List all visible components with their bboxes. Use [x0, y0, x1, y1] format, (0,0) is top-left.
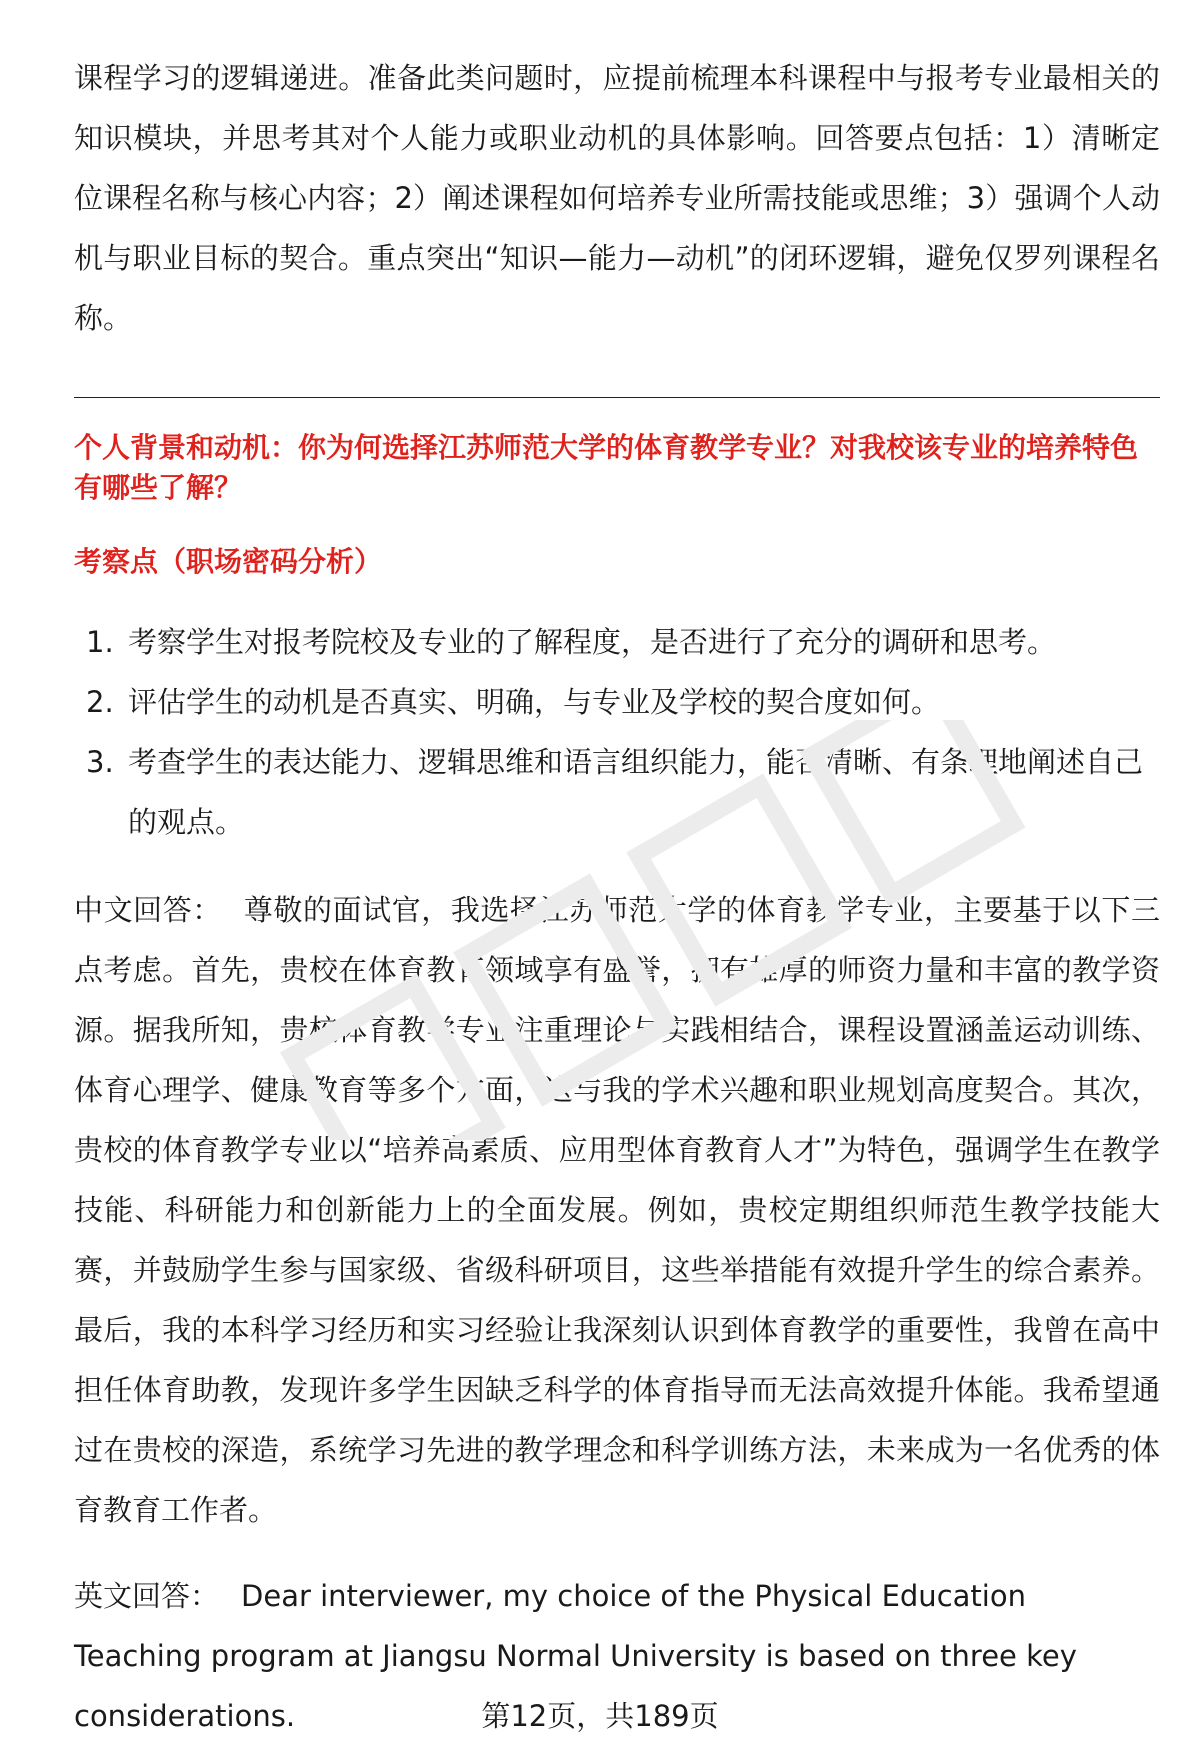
chinese-answer-label: 中文回答：	[74, 893, 222, 927]
list-item	[74, 612, 1160, 672]
list-item-text: 评估学生的动机是否真实、明确，与专业及学校的契合度如何。	[128, 685, 941, 719]
assessment-points-list	[74, 612, 1160, 852]
page-footer: 第12页，共189页	[481, 1699, 719, 1733]
list-item	[74, 732, 1160, 852]
section-divider	[74, 397, 1160, 398]
chinese-answer	[74, 880, 1160, 1540]
question-title: 个人背景和动机：你为何选择江苏师范大学的体育教学专业？对我校该专业的培养特色有哪些了解？	[74, 431, 1139, 504]
list-item-number: 2.	[86, 685, 114, 719]
section-title: 考察点（职场密码分析）	[74, 545, 383, 578]
list-item-text: 考查学生的表达能力、逻辑思维和语言组织能力，能否清晰、有条理地阐述自己的观点。	[128, 745, 1144, 839]
english-answer-label: 英文回答：	[74, 1579, 220, 1613]
intro-paragraph: 课程学习的逻辑递进。准备此类问题时，应提前梳理本科课程中与报考专业最相关的知识模块，并思考其对个人能力或职业动机的具体影响。回答要点包括：1）清晰定位课程名称与核心内容；2）阐述课程如何培养专业所需技能或思维；3）强调个人动机与职业目标的契合。重点突出“知识—能力—动机”的闭环逻辑，避免仅罗列课程名称。	[74, 61, 1160, 335]
list-item-number: 1.	[86, 625, 114, 659]
english-answer-text: Dear interviewer, my choice of the Physical Education Teaching program at Jiangsu Normal University is based on three key considerations.	[74, 1579, 1077, 1733]
chinese-answer-text: 尊敬的面试官，我选择江苏师范大学的体育教学专业，主要基于以下三点考虑。首先，贵校在体育教育领域享有盛誉，拥有雄厚的师资力量和丰富的教学资源。据我所知，贵校体育教学专业注重理论与实践相结合，课程设置涵盖运动训练、体育心理学、健康教育等多个方面，这与我的学术兴趣和职业规划高度契合。其次，贵校的体育教学专业以“培养高素质、应用型体育教育人才”为特色，强调学生在教学技能、科研能力和创新能力上的全面发展。例如，贵校定期组织师范生教学技能大赛，并鼓励学生参与国家级、省级科研项目，这些举措能有效提升学生的综合素养。最后，我的本科学习经历和实习经验让我深刻认识到体育教学的重要性，我曾在高中担任体育助教，发现许多学生因缺乏科学的体育指导而无法高效提升体能。我希望通过在贵校的深造，系统学习先进的教学理念和科学训练方法，未来成为一名优秀的体育教育工作者。	[74, 893, 1160, 1527]
list-item-text: 考察学生对报考院校及专业的了解程度，是否进行了充分的调研和思考。	[128, 625, 1057, 659]
list-item-number: 3.	[86, 745, 114, 779]
list-item	[74, 672, 1160, 732]
intro-section	[74, 48, 1160, 348]
